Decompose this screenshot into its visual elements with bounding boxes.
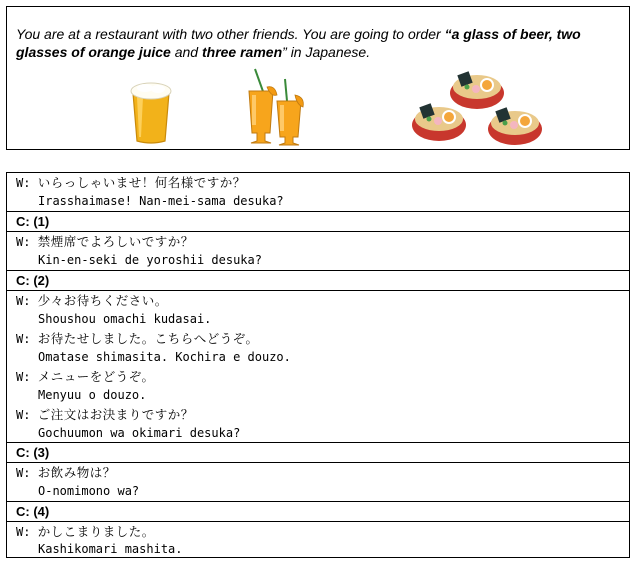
speaker-label: W: [16,408,38,422]
romaji-text: Shoushou omachi kudasai. [38,312,212,326]
dialog-table [6,172,630,558]
waiter-line [16,291,168,311]
waiter-line [16,522,155,542]
answer-blank: (1) [33,214,50,229]
speaker-label: W: [16,466,38,480]
romaji-text: Gochuumon wa okimari desuka? [38,426,241,440]
japanese-text: ご注文はお決まりですか？ [37,407,194,422]
romaji-text: Kin-en-seki de yoroshii desuka? [38,253,262,267]
speaker-label: C: [16,445,30,460]
japanese-text: かしこまりました。 [37,524,155,539]
prompt-open-quote: “ [444,26,452,42]
japanese-text: メニューをどうぞ。 [37,369,155,384]
dialog-row-waiter-group [7,291,629,443]
beer-glass-icon [129,79,173,145]
prompt-text [16,25,616,61]
dialog-row-customer [7,443,629,463]
customer-line [16,212,49,231]
answer-blank: (2) [33,273,50,288]
customer-line [16,502,49,521]
waiter-line [16,329,258,349]
waiter-line [16,367,154,387]
waiter-line [16,232,194,252]
japanese-text: 禁煙席でよろしいですか？ [37,234,194,249]
dialog-row-waiter [7,522,629,558]
dialog-row-waiter [7,463,629,502]
speaker-label: C: [16,273,30,288]
answer-blank: (3) [33,445,50,460]
romaji-text: Omatase shimasita. Kochira e douzo. [38,350,291,364]
dialog-row-customer [7,212,629,232]
speaker-label: W: [16,176,38,190]
waiter-line [16,463,116,483]
romaji-text: Menyuu o douzo. [38,388,147,402]
customer-line [16,443,49,462]
prompt-ramen: three ramen [201,44,283,60]
japanese-text: 少々お待ちください。 [37,293,168,308]
japanese-text: お待たせしました。こちらへどうぞ。 [37,331,259,346]
prompt-close: ” in Japanese. [282,44,371,60]
speaker-label: W: [16,525,38,539]
dialog-row-waiter [7,232,629,271]
waiter-line [16,405,194,425]
japanese-text: いらっしゃいませ！何名様ですか？ [37,175,246,190]
prompt-drinks: a glass of beer, two glasses of orange juice [16,26,581,60]
speaker-label: W: [16,294,38,308]
waiter-line [16,173,246,193]
prompt-text-part: You are at a restaurant with two other friends. You are going to order [16,26,445,42]
japanese-text: お飲み物は？ [37,465,116,480]
prompt-box [6,6,630,150]
speaker-label: W: [16,332,38,346]
speaker-label: C: [16,504,30,519]
dialog-row-waiter [7,173,629,212]
romaji-text: O-nomimono wa? [38,484,140,498]
dialog-row-customer [7,271,629,291]
speaker-label: W: [16,370,38,384]
speaker-label: C: [16,214,30,229]
speaker-label: W: [16,235,38,249]
customer-line [16,271,49,290]
answer-blank: (4) [33,504,50,519]
prompt-and: and [170,44,202,60]
ramen-bowls-icon [411,67,543,149]
dialog-row-customer [7,502,629,522]
orange-juice-icon [245,67,307,147]
romaji-text: Kashikomari mashita. [38,542,183,556]
romaji-text: Irasshaimase! Nan-mei-sama desuka? [38,194,284,208]
